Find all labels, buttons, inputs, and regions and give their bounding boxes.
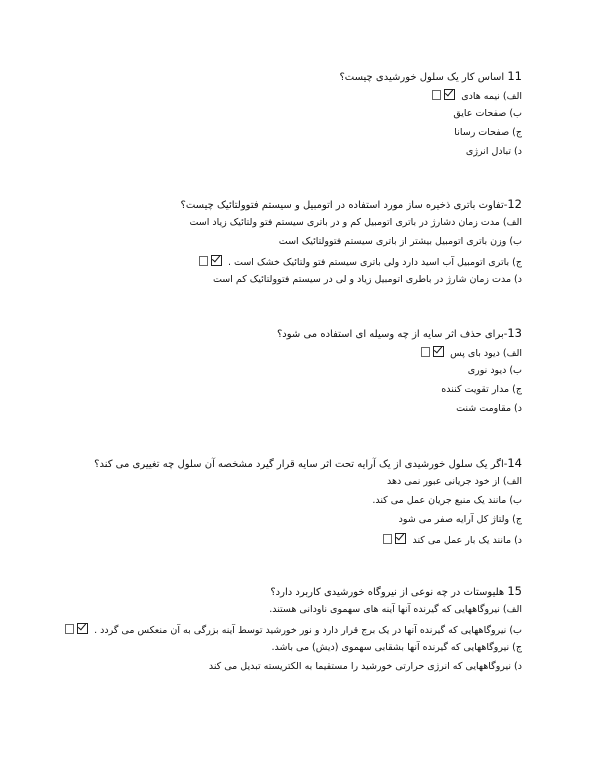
option-text: د) مانند یک بار عمل می کند bbox=[412, 535, 522, 546]
option-a bbox=[65, 604, 522, 623]
option-d bbox=[94, 533, 522, 552]
option-a bbox=[181, 217, 522, 236]
option-text: ج) ولتاژ کل آرایه صفر می شود bbox=[398, 514, 522, 525]
question-text: -تفاوت باتری ذخیره ساز مورد استفاده در اتومبیل و سیستم فتوولتائیک چیست؟ bbox=[180, 200, 508, 211]
option-b bbox=[181, 236, 522, 255]
empty-box-icon bbox=[432, 90, 441, 100]
option-text: ج) مدار تقویت کننده bbox=[441, 384, 522, 395]
option-a bbox=[94, 476, 522, 495]
option-text: ب) نیروگاههایی که گیرنده آنها در یک برج قرار دارد و نور خورشید توسط آینه بزرگی به آن منعکس می گردد . bbox=[94, 625, 522, 636]
option-text: ب) صفحات عایق bbox=[453, 108, 522, 119]
question-number: 15 bbox=[507, 584, 522, 598]
checkmark-icon bbox=[77, 623, 88, 634]
option-d bbox=[277, 403, 522, 422]
option-text: ب) وزن باتری اتومبیل بیشتر از باتری سیستم فتوولتائیک است bbox=[278, 236, 522, 247]
question-text: هلیوستات در چه نوعی از نیروگاه خورشیدی کاربرد دارد؟ bbox=[270, 587, 505, 598]
question-title bbox=[65, 585, 522, 604]
option-text: الف) نیروگاههایی که گیرنده آنها آینه های سهموی ناودانی هستند. bbox=[269, 604, 522, 615]
question-text: -اگر یک سلول خورشیدی از یک آرایه تحت اثر سایه قرار گیرد مشخصه آن سلول چه تغییری می کند؟ bbox=[94, 459, 508, 470]
question-title bbox=[277, 327, 522, 346]
question-title bbox=[339, 70, 522, 89]
question-number: 14 bbox=[507, 456, 522, 470]
question-11 bbox=[339, 70, 522, 165]
option-text: د) نیروگاههایی که انرژی حرارتی خورشید را مستقیما به الکتریسته تبدیل می کند bbox=[208, 661, 522, 672]
empty-box-icon bbox=[421, 347, 430, 357]
empty-box-icon bbox=[199, 256, 208, 266]
option-text: ب) مانند یک منبع جریان عمل می کند. bbox=[372, 495, 522, 506]
option-c bbox=[339, 127, 522, 146]
question-title bbox=[181, 198, 522, 217]
empty-box-icon bbox=[65, 624, 74, 634]
question-text: -برای حذف اثر سایه از چه وسیله ای استفاده می شود؟ bbox=[276, 329, 508, 340]
option-text: الف) دیود بای پس bbox=[450, 348, 522, 359]
question-number: 11 bbox=[507, 69, 522, 83]
option-b bbox=[65, 623, 522, 642]
empty-box-icon bbox=[383, 534, 392, 544]
option-c bbox=[65, 642, 522, 661]
option-c bbox=[94, 514, 522, 533]
option-text: د) مدت زمان شارژ در باطری اتومبیل زیاد و لی در سیستم فتوولتائیک کم است bbox=[212, 274, 522, 285]
option-text: الف) مدت زمان دشارژ در باتری اتومبیل کم و در باتری سیستم فتو ولتائیک زیاد است bbox=[189, 217, 522, 228]
question-12 bbox=[181, 198, 522, 293]
option-text: ج) باتری اتومبیل آب اسید دارد ولی باتری سیستم فتو ولتائیک خشک است . bbox=[227, 257, 522, 268]
question-text: اساس کار یک سلول خورشیدی چیست؟ bbox=[339, 72, 505, 83]
question-14 bbox=[94, 457, 522, 552]
option-d bbox=[65, 661, 522, 680]
question-number: 12 bbox=[507, 197, 522, 211]
option-d bbox=[181, 274, 522, 293]
checkmark-icon bbox=[433, 346, 444, 357]
checkmark-icon bbox=[444, 89, 455, 100]
option-text: الف) نیمه هادی bbox=[461, 91, 522, 102]
option-text: ج) صفحات رسانا bbox=[454, 127, 522, 138]
question-13 bbox=[277, 327, 522, 422]
option-text: الف) از خود جریانی عبور نمی دهد bbox=[387, 476, 522, 487]
option-b bbox=[94, 495, 522, 514]
option-a bbox=[277, 346, 522, 365]
checkmark-icon bbox=[395, 533, 406, 544]
option-a bbox=[339, 89, 522, 108]
checkmark-icon bbox=[211, 255, 222, 266]
option-text: ج) نیروگاههایی که گیرنده آنها بشقابی سهموی (دیش) می باشد. bbox=[271, 642, 522, 653]
option-text: د) مقاومت شنت bbox=[456, 403, 522, 414]
option-c bbox=[181, 255, 522, 274]
option-b bbox=[339, 108, 522, 127]
question-15 bbox=[65, 585, 522, 680]
option-c bbox=[277, 384, 522, 403]
option-text: د) تبادل انرژی bbox=[465, 146, 522, 157]
question-title bbox=[94, 457, 522, 476]
option-text: ب) دیود نوری bbox=[467, 365, 522, 376]
option-d bbox=[339, 146, 522, 165]
option-b bbox=[277, 365, 522, 384]
question-number: 13 bbox=[507, 326, 522, 340]
